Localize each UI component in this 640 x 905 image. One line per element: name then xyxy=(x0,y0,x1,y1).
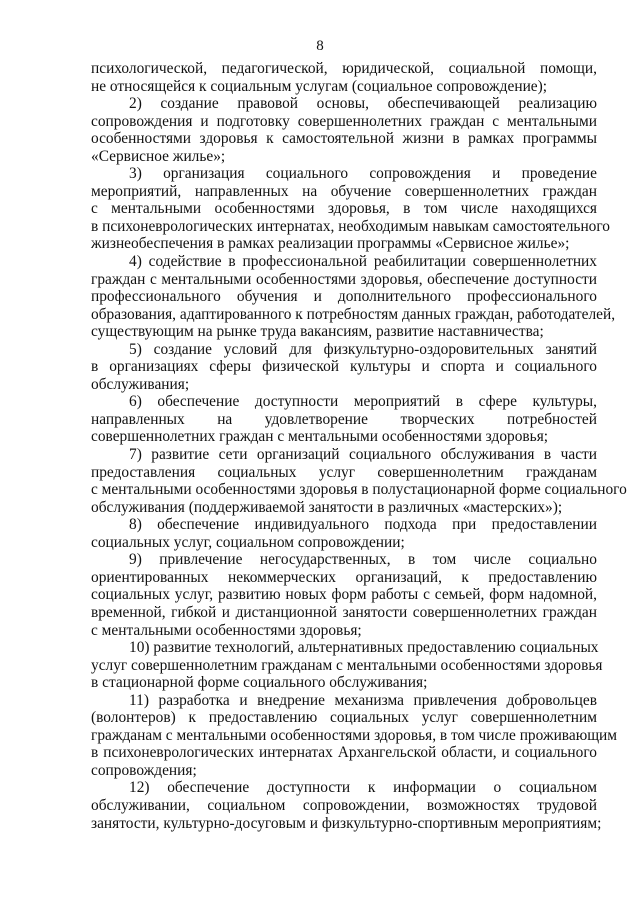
text-line: 2) создание правовой основы, обеспечивающей реализацию xyxy=(129,95,597,113)
text-line: 4) содействие в профессиональной реабилитации совершеннолетних xyxy=(129,253,597,271)
text-line: (волонтеров) к предоставлению социальных услуг совершеннолетним xyxy=(91,709,597,727)
text-line: социальных услуг, развитию новых форм работы с семьей, форм надомной, xyxy=(91,586,597,604)
text-line: занятости, культурно-досуговым и физкультурно-спортивным мероприятиям; xyxy=(91,814,602,832)
text-line: не относящейся к социальным услугам (социальное сопровождение); xyxy=(91,77,548,95)
text-line: обслуживания; xyxy=(91,375,190,393)
text-line: сопровождения и подготовку совершеннолетних граждан с ментальными xyxy=(91,112,597,130)
text-line: социальных услуг, социальном сопровождении; xyxy=(91,533,405,551)
text-line: предоставления социальных услуг совершеннолетним гражданам xyxy=(91,463,597,481)
text-line: обслуживания (поддерживаемой занятости в различных «мастерских»); xyxy=(91,498,563,516)
text-line: особенностями здоровья к самостоятельной жизни в рамках программы xyxy=(91,130,597,148)
text-line: граждан с ментальными особенностями здоровья, обеспечение доступности xyxy=(91,270,597,288)
text-line: в стационарной форме социального обслуживания; xyxy=(91,674,428,692)
text-line: с ментальными особенностями здоровья, в том числе находящихся xyxy=(91,200,597,218)
page-number: 8 xyxy=(316,38,324,54)
text-line: существующим на рынке труда вакансиям, развитие наставничества; xyxy=(91,323,544,341)
text-line: в психоневрологических интернатах Архангельской области, и социального xyxy=(91,744,597,762)
text-line: с ментальными особенностями здоровья; xyxy=(91,621,362,639)
text-line: 7) развитие сети организаций социального обслуживания в части xyxy=(129,446,597,464)
text-line: 6) обеспечение доступности мероприятий в сфере культуры, xyxy=(129,393,597,411)
text-line: гражданам с ментальными особенностями здоровья, в том числе проживающим xyxy=(91,726,618,744)
text-line: ориентированных некоммерческих организаций, к предоставлению xyxy=(91,568,597,586)
text-line: образования, адаптированного к потребностям данных граждан, работодателей, xyxy=(91,305,616,323)
text-line: 10) развитие технологий, альтернативных предоставлению социальных xyxy=(129,639,599,657)
text-line: жизнеобеспечения в рамках реализации программы «Сервисное жилье»; xyxy=(91,235,570,253)
text-line: услуг совершеннолетним гражданам с ментальными особенностями здоровья xyxy=(91,656,603,674)
text-line: 5) создание условий для физкультурно-оздоровительных занятий xyxy=(129,340,597,358)
text-line: 3) организация социального сопровождения и проведение xyxy=(129,165,597,183)
text-line: психологической, педагогической, юридической, социальной помощи, xyxy=(91,60,597,77)
text-line: профессионального обучения и дополнительного профессионального xyxy=(91,288,597,306)
text-line: обслуживании, социальном сопровождении, возможностях трудовой xyxy=(91,796,597,814)
text-line: в организациях сферы физической культуры и спорта и социального xyxy=(91,358,597,376)
text-line: 9) привлечение негосударственных, в том числе социально xyxy=(129,551,597,569)
text-line: совершеннолетних граждан с ментальными особенностями здоровья; xyxy=(91,428,549,446)
text-line: направленных на удовлетворение творческих потребностей xyxy=(91,410,597,428)
text-line: в психоневрологических интернатах, необходимым навыкам самостоятельного xyxy=(91,217,610,235)
body-text xyxy=(91,60,627,832)
text-line: «Сервисное жилье»; xyxy=(91,147,226,165)
text-line: мероприятий, направленных на обучение совершеннолетних граждан xyxy=(91,182,597,200)
text-line: 11) разработка и внедрение механизма привлечения добровольцев xyxy=(129,691,597,709)
text-line: временной, гибкой и дистанционной занятости совершеннолетних граждан xyxy=(91,603,597,621)
text-line: с ментальными особенностями здоровья в полустационарной форме социального xyxy=(91,481,627,499)
text-line: сопровождения; xyxy=(91,761,197,779)
text-line: 8) обеспечение индивидуального подхода при предоставлении xyxy=(129,516,597,534)
text-line: 12) обеспечение доступности к информации о социальном xyxy=(129,779,597,797)
